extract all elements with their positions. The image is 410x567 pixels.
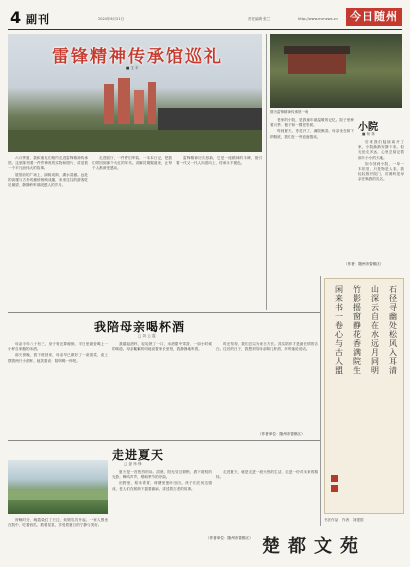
column-divider [266,34,267,310]
essay-title: 小院 [358,122,378,133]
wine-credit: （作者单位：随州市曾都区） [258,432,305,436]
feature-photo [8,34,262,152]
paragraph: 傍晚时分，晚霞染红了天边，炊烟袅袅升起。一家人围坐在院中，吃着西瓜，数着星星，享受着夏日的宁静与美好。 [8,518,108,528]
masthead [8,8,402,30]
side-photo-caption: 图为雷锋精神传承馆一角 [270,110,309,114]
essay-column [358,140,404,270]
calligraphy-artwork [324,278,404,514]
paragraph: 雷锋精神历久弥新，它是一座精神的丰碑，指引着一代又一代人向善向上，传承永不褪色。 [176,156,262,166]
wine-column [112,342,212,442]
calligraphy-column: 竹影摇窗静花香满院生 [353,285,361,375]
issue-date: 2024年6月21日 [98,17,125,21]
paragraph: 母亲今年八十有三，身子骨还算硬朗，平日里最爱喝上一小杯自家酿的米酒。 [8,342,108,352]
paragraph: 展馆前的广场上，绿树成荫，湖水清澈。远处的高楼与古朴的廊桥相映成趣，来来往往的游客驻足凝望，静静聆听那段感人的岁月。 [8,172,88,188]
calligraphy-column: 闲来书一卷心与古人盟 [335,285,343,375]
wine-article-title: 我陪母亲喝杯酒 [94,320,186,334]
seal-stamp [331,485,338,492]
calligraphy-column: 石径寻幽处松风入耳清 [389,285,397,375]
page-brand: 楚都文苑 [262,536,366,557]
roof-shape [284,46,350,54]
side-photo [270,34,402,108]
lake-water [8,130,262,152]
section-divider [8,440,320,441]
wine-article-byline: □ 刘 云 霞 [138,334,156,338]
paragraph: 那天傍晚，我下班回家，母亲早已做好了一桌饭菜，桌上摆着两只小酒杯。她笑着说：陪妈喝一杯吧。 [8,353,108,363]
paragraph: 田野里，稻禾青青，荷塘里莲叶田田。孩子们在河边嬉戏，老人们在树荫下摇着蒲扇，讲述着古老的故事。 [112,481,212,491]
summer-article-byline: □ 晏 炜 锋 [124,462,142,466]
editor-credit: 责任编辑 张兰 [248,17,271,21]
calligraphy-column: 山深云自在水远月同明 [371,285,379,375]
essay-credit: （作者：随州市曾都区） [344,262,384,266]
website[interactable]: http://www.mcnews.cn [298,17,338,21]
paragraph: 后来我们陆续离开了家，小院渐渐安静下来。但无论走多远，心里总惦记着那片小小的天地。 [358,140,404,160]
paragraph: 我端起酒杯，轻轻抿了一口，米酒甜中带香，一如小时候的味道。母亲絮絮叨叨地说着家长里短，我静静地听着。 [112,342,212,352]
essay-column [270,118,354,278]
feature-title: 雷锋精神传承馆巡礼 [52,47,223,67]
column-divider [320,276,321,526]
building-shape [118,78,130,124]
building-shape [148,82,156,124]
essay-author: ■ 杨 林 [362,132,375,136]
building-shape [134,90,144,124]
summer-article-title: 走进夏天 [112,448,165,462]
seal-stamp [331,475,338,482]
paragraph: 六月季夏，我和朋友们相约走进雷锋精神传承馆。这里陈列着一件件珍贵的实物和图片，讲述着一个平凡而伟大的故事。 [8,156,88,171]
summer-column [112,470,212,530]
feature-byline: ■ 王 平 [126,66,139,70]
gate-shape [288,52,346,74]
feature-column [92,156,172,306]
section-divider [8,312,320,313]
page-number: 4 [10,8,22,27]
building-shape [104,84,114,124]
summer-photo [8,460,108,514]
summer-column [216,470,318,530]
paragraph: 老家的小院，是我童年最温暖的记忆。院子里种着月季、栀子和一棵老枣树。 [270,118,354,128]
newspaper-logo: 今日随州 [346,8,402,26]
wine-column [8,342,108,442]
paragraph: 夏天是一首热烈的诗。清晨，阳光穿过树梢，洒下斑驳的光影；蝉鸣声声，唱响季节的序曲。 [112,470,212,480]
paragraph: 走进展厅，一件件旧军装、一本本日记，把我们带回到那个火红的年代。讲解员娓娓道来，让每个人都深受感动。 [92,156,172,171]
section-name: 副刊 [26,13,50,26]
wine-column [216,342,318,442]
calligraphy-caption: 书法作品 作者：刘建国 [324,518,364,522]
feature-column [8,156,88,306]
paragraph: 时光匆匆，我们总以为来日方长。其实陪伴才是最长情的告白。往后的日子，我想多陪母亲喝几杯酒，多听她说说话。 [216,342,318,352]
paragraph: 如今回到小院，一草一木依旧，只是物是人非。我轻轻推开院门，仿佛听见母亲在唤我的乳名。 [358,161,404,182]
paragraph: 走进夏天，就是走进一段火热的生活，走进一份对未来的期待。 [216,470,318,480]
feature-column [176,156,262,306]
summer-credit: （作者单位：随州市曾都区） [206,536,253,540]
summer-column [8,518,108,560]
field-shape [8,490,108,500]
paragraph: 每到夏天，枣花开了，满院飘香。母亲坐在树下纳鞋底，我们在一旁追逐嬉戏。 [270,129,354,139]
